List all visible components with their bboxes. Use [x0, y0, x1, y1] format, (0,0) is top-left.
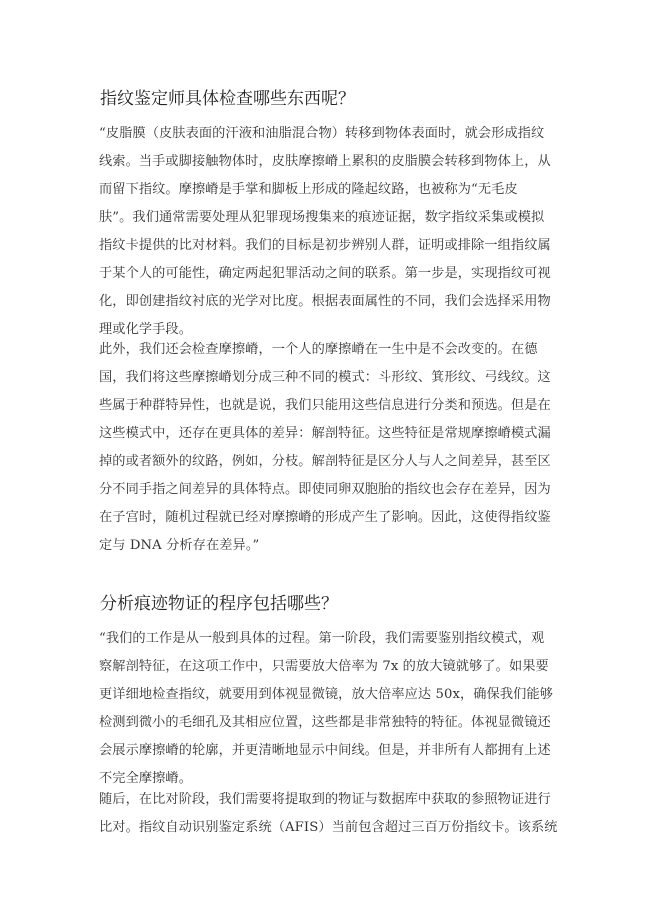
text-line: 更详细地检查指纹，就要用到体视显微镜，放大倍率应达 50x，确保我们能够: [99, 687, 554, 702]
text-line: 比对。指纹自动识别鉴定系统（AFIS）当前包含超过三百万份指纹卡。该系统: [99, 820, 558, 835]
text-line: 肤”。我们通常需要处理从犯罪现场搜集来的痕迹证据，数字指纹采集或模拟: [99, 210, 545, 225]
section1-heading: 指纹鉴定师具体检查哪些东西呢？: [100, 89, 355, 109]
text-line: 线索。当手或脚接触物体时，皮肤摩擦嵴上累积的皮脂膜会转移到物体上，从: [99, 154, 551, 169]
text-line: 指纹卡提供的比对材料。我们的目标是初步辨别人群，证明或排除一组指纹属: [99, 238, 551, 253]
text-line: 在子宫时，随机过程就已经对摩擦嵴的形成产生了影响。因此，这使得指纹鉴: [99, 510, 551, 525]
text-line: 而留下指纹。摩擦嵴是手掌和脚板上形成的隆起纹路，也被称为“无毛皮: [99, 182, 518, 197]
text-line: 这些模式中，还存在更具体的差异：解剖特征。这些特征是常规摩擦嵴模式漏: [99, 426, 551, 441]
text-line: 不完全摩擦嵴。: [99, 771, 193, 786]
text-line: 察解剖特征，在这项工作中，只需要放大倍率为 7x 的放大镜就够了。如果要: [99, 659, 549, 674]
section2-heading: 分析痕迹物证的程序包括哪些？: [100, 594, 338, 614]
section2-paragraph-1: [99, 625, 559, 793]
text-line: 随后，在比对阶段，我们需要将提取到的物证与数据库中获取的参照物证进行: [99, 792, 551, 807]
text-line: 化，即创建指纹衬底的光学对比度。根据表面属性的不同，我们会选择采用物: [99, 294, 551, 309]
section1-paragraph-2: [99, 336, 559, 560]
text-line: 国，我们将这些摩擦嵴划分成三种不同的模式：斗形纹、箕形纹、弓线纹。这: [99, 370, 551, 385]
text-line: “皮脂膜（皮肤表面的汗液和油脂混合物）转移到物体表面时，就会形成指纹: [99, 126, 545, 141]
section2-paragraph-2: [99, 786, 559, 842]
text-line: 会展示摩擦嵴的轮廓，并更清晰地显示中间线。但是，并非所有人都拥有上述: [99, 743, 551, 758]
text-line: 分不同手指之间差异的具体特点。即使同卵双胞胎的指纹也会存在差异，因为: [99, 482, 551, 497]
text-line: 些属于种群特异性，也就是说，我们只能用这些信息进行分类和预选。但是在: [99, 398, 551, 413]
text-line: 定与 DNA 分析存在差异。”: [99, 538, 260, 553]
text-line: 检测到微小的毛细孔及其相应位置，这些都是非常独特的特征。体视显微镜还: [99, 715, 551, 730]
text-line: 于某个人的可能性，确定两起犯罪活动之间的联系。第一步是，实现指纹可视: [99, 266, 551, 281]
section1-paragraph-1: [99, 120, 559, 344]
text-line: 理或化学手段。: [99, 322, 193, 337]
text-line: “我们的工作是从一般到具体的过程。第一阶段，我们需要鉴别指纹模式，观: [99, 631, 545, 646]
text-line: 掉的或者额外的纹路，例如，分枝。解剖特征是区分人与人之间差异，甚至区: [99, 454, 551, 469]
text-line: 此外，我们还会检查摩擦嵴，一个人的摩擦嵴在一生中是不会改变的。在德: [99, 342, 538, 357]
